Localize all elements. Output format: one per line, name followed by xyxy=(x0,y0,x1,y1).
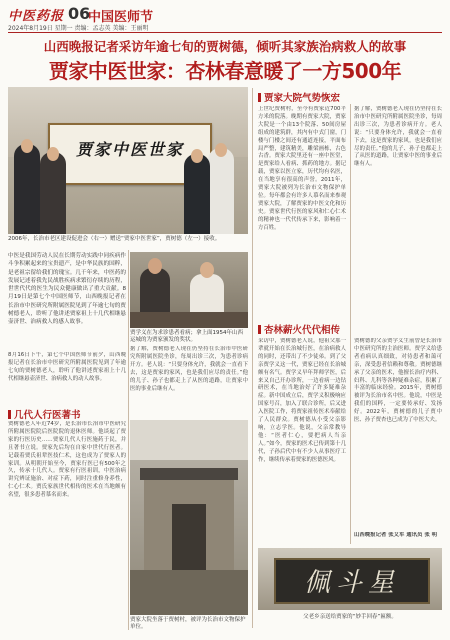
page-number: 06 xyxy=(68,4,91,23)
courtyard-photo xyxy=(130,420,248,615)
column-text: 上世纪贾树村，至今有贾家近700平方米的院落。晚期有贾家大院，贾家大院是一个由13个院落、50间房屋组成的建筑群，其内有中式门窗，门楼与门楼之间还有通道连接，平面布局严整，建筑精美，雕梁画栋，古色古香。贾家大院里还有一座中医堂，是贾家给人看病、抓药的地方。据记载，贾家以医立家，历代均有名医，在当地享有很高的声誉。2011年，贾家大院被列为长治市文物保护单位。每年都会有许多人慕名而来参观贾家大院，了解贾家的中医文化和历史。贾家世代行医的家风和仁心仁术的精神也一代代传承下来，影响着一方百姓。 xyxy=(258,106,346,231)
column-text: 据了解，贾树德老人现在仍坚持在长治市中医研究所附属医院坐诊，每周出诊三次，为患者诊病开方。老人说：“只要身体允许，我就会一直看下去，这是贾家的家风，也是我们应尽的责任。”他的儿子、孙子也都走上了从医的道路，让贾家中医的事业后继有人。 xyxy=(354,106,442,168)
masthead xyxy=(8,4,442,33)
section-heading: 贾家大院气势恢宏 xyxy=(258,90,340,104)
photo-caption: 贾学义在为求诊患者看病；拿上面1954年山西运城的为贾家颁发的奖状。 xyxy=(130,330,243,343)
article-headline: 贾家中医世家：杏林春意暖了一方500年 xyxy=(48,59,402,83)
plaque-text: 佩斗星 xyxy=(303,568,400,598)
column-text: 贾树德的父亲贾学义生前曾是长治市中医研究所的主治医师。贾学义给患者看病认真细致，对待患者和蔼可亲，深受患者信赖和尊敬。贾树德继承了父亲的医术，他擅长治疗内科、妇科、儿科等各种疑难杂症，积累了丰富的临床经验。2015年，贾树德被评为长治市名中医。他说，中医是我们的国粹，一定要传承好、发扬好。2022年，贾树德的儿子贾中医、孙子贾杏也已成为了中医大夫。 xyxy=(354,338,442,424)
column-divider xyxy=(252,88,253,628)
section-title: 中国医师节 xyxy=(88,10,154,25)
person-figure xyxy=(14,144,40,234)
article-intro: 中医是我国劳动人民在长期劳动实践中同疾病作斗争积累起来的宝贵遗产，是中华民族的国粹，是老祖宗留给我们的瑰宝。几千年来，中医药的发展记述着我先民战胜疾病求繁衍存续的历程，世世代代的医生为民众健康做出了重大贡献。8月19日是第七个中国医师节，山西晚报记者在长治市中医研究所附属医院见到了年逾七旬的贾树德老人，聆听了他讲述贾家祖上十几代相继悬壶济世、治病救人的感人故事。 xyxy=(8,253,126,326)
intro-paragraph: 8月16日下午，第七个中国医师节前夕，山西晚报记者在长治市中医研究所附属医院见到了年逾七旬的贾树德老人，聆听了他讲述贾家祖上十几代相继悬壶济世、治病救人的动人故事。 xyxy=(8,352,126,382)
section-body: 贾树德老人年近74岁，是长治市长治市中医研究所附属医院院后医院院的退休医师。他谈起了贾家的行医历史……贾家几代人行医施药于民，并且著书立说。贾家先后均在自家中世代行医者。记载着贾氏祖辈医技仁术，这也成为了贾家人的家训。从明朝开始至今，贾家行医已有500年之久，传承十几代人。贾家有行医祖训，中医治病讲究辨证施治、对症下药，同时注重修身养性，仁心仁术。贾氏家族世代相传的医术在当地颇有名望，很多患者慕名而来。 xyxy=(8,421,126,499)
column-divider xyxy=(128,250,129,630)
article-kicker: 山西晚报记者采访年逾七旬的贾树德，倾听其家族治病救人的故事 xyxy=(43,39,407,54)
person-figure xyxy=(208,148,234,234)
byline: 山西晚报记者 张艾军 通讯员 张 明 xyxy=(354,532,437,538)
plaque-photo xyxy=(258,548,442,610)
photo-caption: 2006年，长治市老区建设促进会（右一）赠送“贾家中医世家”，贾树德（左一）接收。 xyxy=(8,236,221,242)
plaque xyxy=(274,558,430,604)
section-body: 采访中，贾树德老人说，他祖父那一辈就开始在长治城行医，在治病救人的同时，还带出了不少徒弟。到了父亲贾学义这一代，贾家已经在长治城颇有名气。贾学义早年拜师学医，后来又自己开办诊所，一边看病一边钻研医术，在当地治好了许多疑难杂症。新中国成立后，贾学义积极响应国家号召，加入了联合诊所，后又进入医院工作，将贾家祖传医术奉献给了人民群众。贾树德从小受父亲影响，立志学医。他说，父亲常教导他：“医者仁心，要把病人当亲人。”如今，贾家的医术已传到第十几代，子孙后代中有不少人从事医疗工作，继续传承着贾家的医德医风。 xyxy=(258,338,346,463)
person-figure xyxy=(184,154,210,234)
column-divider xyxy=(350,104,351,544)
section-heading: 杏林薪火代代相传 xyxy=(258,322,340,336)
doctor-photo xyxy=(130,252,248,328)
issue-meta: 2024年8月19日 星期一 责编：孟志英 美编：王丽明 xyxy=(8,25,149,32)
person-figure xyxy=(40,152,66,234)
photo-caption: 父老乡亲送给贾家的“妙手回春”匾额。 xyxy=(303,614,397,620)
group-photo xyxy=(8,87,248,234)
newspaper-logo: 中医药报 xyxy=(8,9,65,24)
photo-caption: 贾家大院坐落于贾树村，被评为长治市文物保护单位。 xyxy=(130,617,246,630)
banner-text: 贾家中医世家 xyxy=(75,140,184,159)
section-heading: 几代人行医著书 xyxy=(8,407,81,421)
column-text: 据了解，贾树德老人现在仍坚持在长治市中医研究所附属医院坐诊，每周出诊三次，为患者诊病开方。老人说：“只要身体允许，我就会一直看下去，这是贾家的家风，也是我们应尽的责任。”他的儿子、孙子也都走上了从医的道路，让贾家中医的事业后继有人。 xyxy=(130,346,248,392)
